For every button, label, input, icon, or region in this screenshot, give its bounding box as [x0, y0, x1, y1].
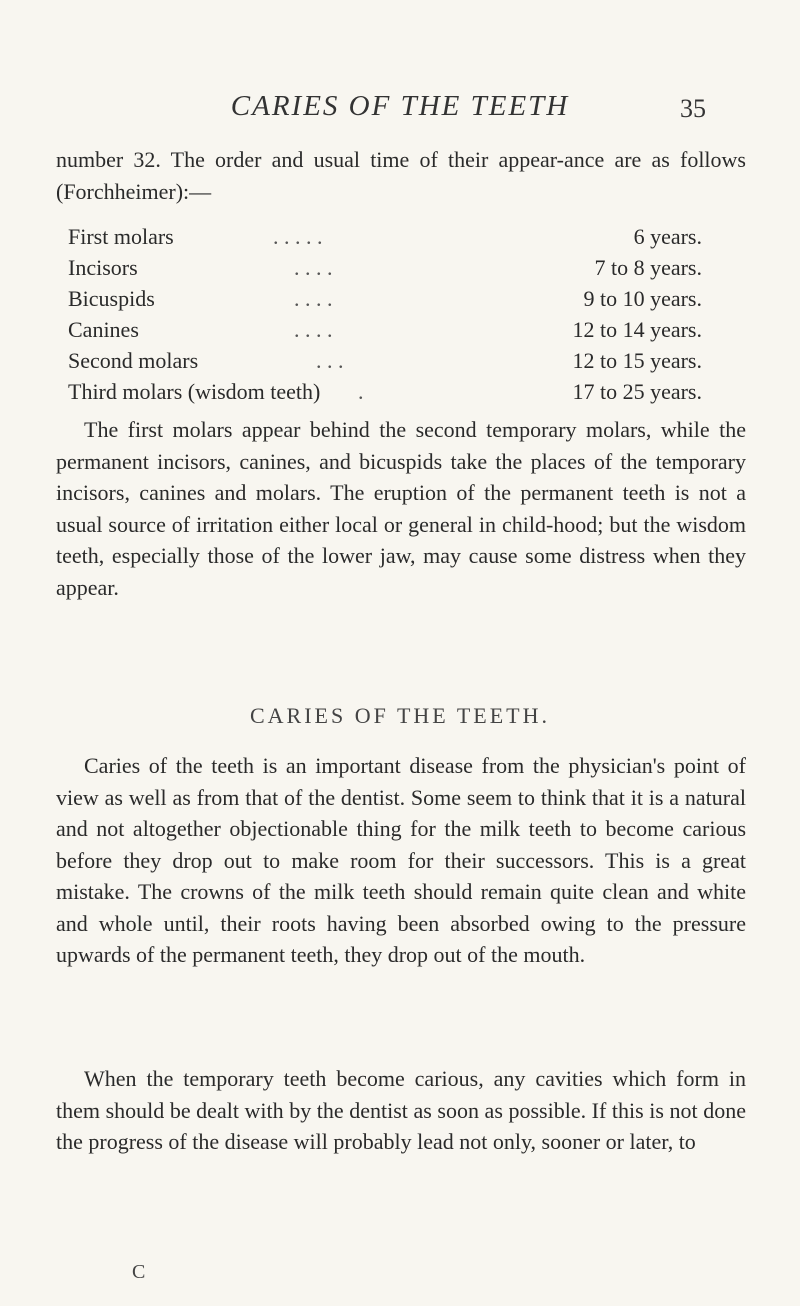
tooth-name: Second molars: [68, 348, 199, 373]
eruption-age: 6 years.: [633, 224, 702, 249]
schedule-row: [68, 317, 748, 348]
tooth-name: First molars: [68, 224, 174, 249]
leader-dots: . . .: [316, 348, 344, 373]
running-head: [0, 90, 800, 130]
eruption-age: 7 to 8 years.: [594, 255, 702, 280]
signature-mark: C: [132, 1261, 146, 1283]
schedule-row: [68, 224, 748, 255]
schedule-row: [68, 286, 748, 317]
eruption-age: 9 to 10 years.: [583, 286, 702, 311]
schedule-row: [68, 379, 748, 410]
tooth-name: Third molars (wisdom teeth): [68, 379, 321, 404]
leader-dots: . . . .: [294, 317, 333, 342]
leader-dots: . . . .: [294, 286, 333, 311]
intro-paragraph: number 32. The order and usual time of their appear-ance are as follows (Forchheimer):—: [56, 147, 746, 204]
eruption-age: 12 to 15 years.: [572, 348, 702, 373]
caries-paragraph: Caries of the teeth is an important disease from the physician's point of view as well as from that of the dentist. Some seem to think that it is a natural and not altogether objectionable thing for the milk teeth to become carious before they drop out to make room for their successors. This is a great mistake. The crowns of the milk teeth should remain quite clean and white and whole until, their roots having been absorbed owing to the pressure upwards of the permanent teeth, they drop out of the mouth.: [56, 753, 746, 967]
eruption-schedule: [68, 224, 748, 410]
temporary-teeth-paragraph: When the temporary teeth become carious, any cavities which form in them should be dealt with by the dentist as soon as possible. If this is not done the progress of the disease will probably lead not only, sooner or later, to: [56, 1066, 746, 1154]
leader-dots: . . . .: [294, 255, 333, 280]
tooth-name: Bicuspids: [68, 286, 155, 311]
eruption-paragraph: The first molars appear behind the second temporary molars, while the permanent incisors, canines, and bicuspids take the places of the temporary incisors, canines and molars. The eruption of the permanent teeth is not a usual source of irritation either local or general in child-hood; but the wisdom teeth, especially those of the lower jaw, may cause some distress when they appear.: [56, 417, 746, 600]
schedule-row: [68, 255, 748, 286]
page-number: 35: [680, 94, 706, 123]
running-title: CARIES OF THE TEETH: [230, 90, 570, 122]
tooth-name: Incisors: [68, 255, 138, 280]
section-heading: CARIES OF THE TEETH.: [250, 703, 550, 728]
leader-dots: . . . . .: [273, 224, 323, 249]
tooth-name: Canines: [68, 317, 139, 342]
eruption-age: 12 to 14 years.: [572, 317, 702, 342]
schedule-row: [68, 348, 748, 379]
leader-dots: .: [358, 379, 364, 404]
eruption-age: 17 to 25 years.: [572, 379, 702, 404]
